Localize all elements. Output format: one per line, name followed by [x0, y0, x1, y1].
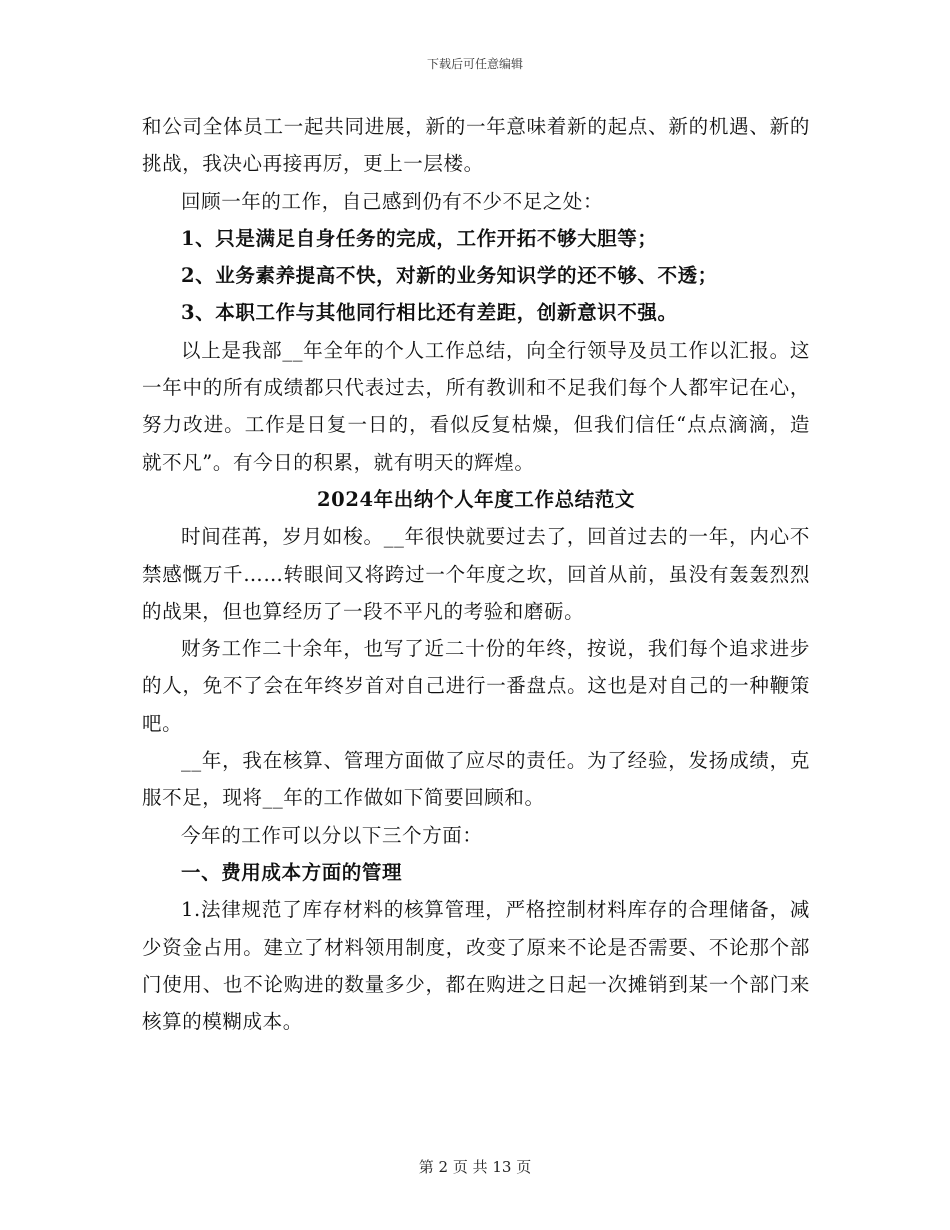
section-heading: 一、费用成本方面的管理 — [181, 860, 403, 884]
list-item: 1、只是满足自身任务的完成，工作开拓不够大胆等； — [181, 226, 658, 250]
page-number: 第 2 页 共 13 页 — [418, 1158, 532, 1176]
paragraph: 今年的工作可以分以下三个方面： — [181, 823, 483, 847]
paragraph: 时间荏苒，岁月如梭。__年很快就要过去了，回首过去的一年，内心不禁感慨万千……转眼间又将跨过一个年度之坎，回首从前，虽没有轰轰烈烈的战果，但也算经历了一段不平凡的考验和磨砺。 — [142, 525, 810, 623]
paragraph: 回顾一年的工作，自己感到仍有不少不足之处： — [181, 189, 604, 213]
document-body — [142, 108, 810, 1040]
list-item: 3、本职工作与其他同行相比还有差距，创新意识不强。 — [181, 301, 678, 325]
header-note: 下载后可任意编辑 — [426, 57, 523, 71]
list-item: 2、业务素养提高不快，对新的业务知识学的还不够、不透； — [181, 264, 718, 288]
paragraph: __年，我在核算、管理方面做了应尽的责任。为了经验，发扬成绩，克服不足，现将__年的工作做如下简要回顾和。 — [142, 749, 810, 810]
paragraph: 以上是我部__年全年的个人工作总结，向全行领导及员工作以汇报。这一年中的所有成绩都只代表过去，所有教训和不足我们每个人都牢记在心，努力改进。工作是日复一日的，看似反复枯燥，但我们信任“点点滴滴，造就不凡”。有今日的积累，就有明天的辉煌。 — [142, 338, 810, 474]
paragraph: 财务工作二十余年，也写了近二十份的年终，按说，我们每个追求进步的人，免不了会在年终岁首对自己进行一番盘点。这也是对自己的一种鞭策吧。 — [142, 637, 810, 735]
section-title: 2024年出纳个人年度工作总结范文 — [317, 487, 635, 511]
paragraph: 1.法律规范了库存材料的核算管理，严格控制材料库存的合理储备，减少资金占用。建立了材料领用制度，改变了原来不论是否需要、不论那个部门使用、也不论购进的数量多少，都在购进之日起一次摊销到某一个部门来核算的模糊成本。 — [142, 898, 810, 1034]
paragraph: 和公司全体员工一起共同进展，新的一年意味着新的起点、新的机遇、新的挑战，我决心再接再厉，更上一层楼。 — [142, 115, 810, 176]
